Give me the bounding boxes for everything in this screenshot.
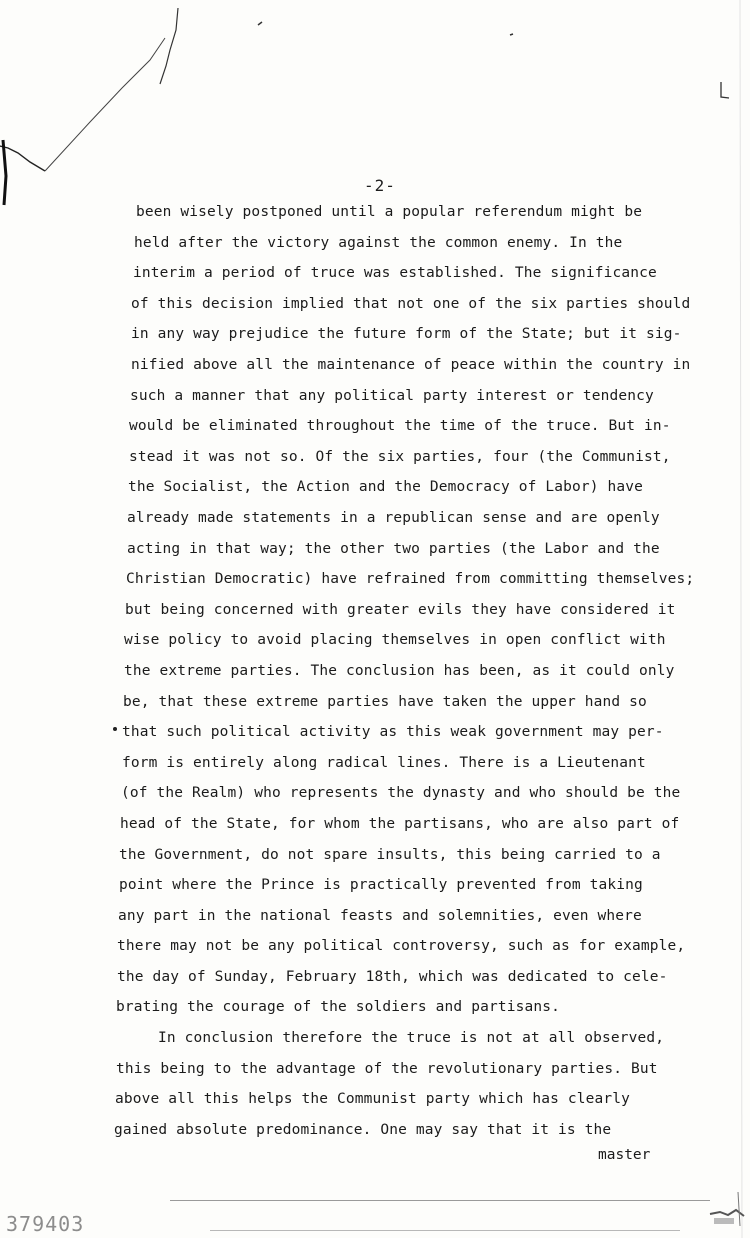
text-line: nified above all the maintenance of peace within the country in [131, 357, 691, 373]
text-line: been wisely postponed until a popular referendum might be [136, 204, 643, 220]
text-line: the Socialist, the Action and the Democracy of Labor) have [128, 479, 644, 495]
text-line: any part in the national feasts and solemnities, even where [118, 908, 642, 924]
text-line: of this decision implied that not one of the six parties should [131, 296, 691, 312]
text-line: (of the Realm) who represents the dynasty and who should be the [121, 785, 681, 801]
text-line: such a manner that any political party interest or tendency [130, 388, 654, 404]
corner-artifact [708, 1188, 748, 1228]
text-line: in any way prejudice the future form of the State; but it sig- [131, 326, 682, 342]
text-line: interim a period of truce was established. The significance [133, 265, 657, 281]
text-line: the extreme parties. The conclusion has been, as it could only [124, 663, 675, 679]
text-line: would be eliminated throughout the time of the truce. But in- [129, 418, 671, 434]
text-line: gained absolute predominance. One may say that it is the [114, 1122, 612, 1138]
text-line: that such political activity as this weak government may per- [122, 724, 664, 740]
text-line: head of the State, for whom the partisans, who are also part of [120, 816, 680, 832]
text-line: be, that these extreme parties have taken the upper hand so [123, 694, 647, 710]
text-line: there may not be any political controversy, such as for example, [117, 938, 686, 954]
text-line: the Government, do not spare insults, this being carried to a [119, 847, 661, 863]
bottom-rule-secondary [210, 1230, 680, 1231]
text-line: but being concerned with greater evils they have considered it [125, 602, 676, 618]
bottom-rule [170, 1200, 710, 1201]
text-line: point where the Prince is practically prevented from taking [119, 877, 643, 893]
archive-stamp: 379403 [6, 1212, 85, 1236]
text-line: form is entirely along radical lines. There is a Lieutenant [122, 755, 646, 771]
text-line: the day of Sunday, February 18th, which was dedicated to cele- [117, 969, 668, 985]
text-line: wise policy to avoid placing themselves in open conflict with [124, 632, 666, 648]
text-line: this being to the advantage of the revolutionary parties. But [116, 1061, 658, 1077]
text-line: stead it was not so. Of the six parties, four (the Communist, [129, 449, 671, 465]
page-number: -2- [364, 176, 396, 195]
text-line: Christian Democratic) have refrained from committing themselves; [126, 571, 695, 587]
text-line: above all this helps the Communist party which has clearly [115, 1091, 631, 1107]
text-line: acting in that way; the other two parties (the Labor and the [127, 541, 660, 557]
text-line: brating the courage of the soldiers and partisans. [116, 999, 560, 1015]
catchword: master [598, 1147, 651, 1163]
text-line: held after the victory against the common enemy. In the [134, 235, 623, 251]
text-line: already made statements in a republican sense and are openly [127, 510, 660, 526]
text-line: In conclusion therefore the truce is not at all observed, [158, 1030, 665, 1046]
